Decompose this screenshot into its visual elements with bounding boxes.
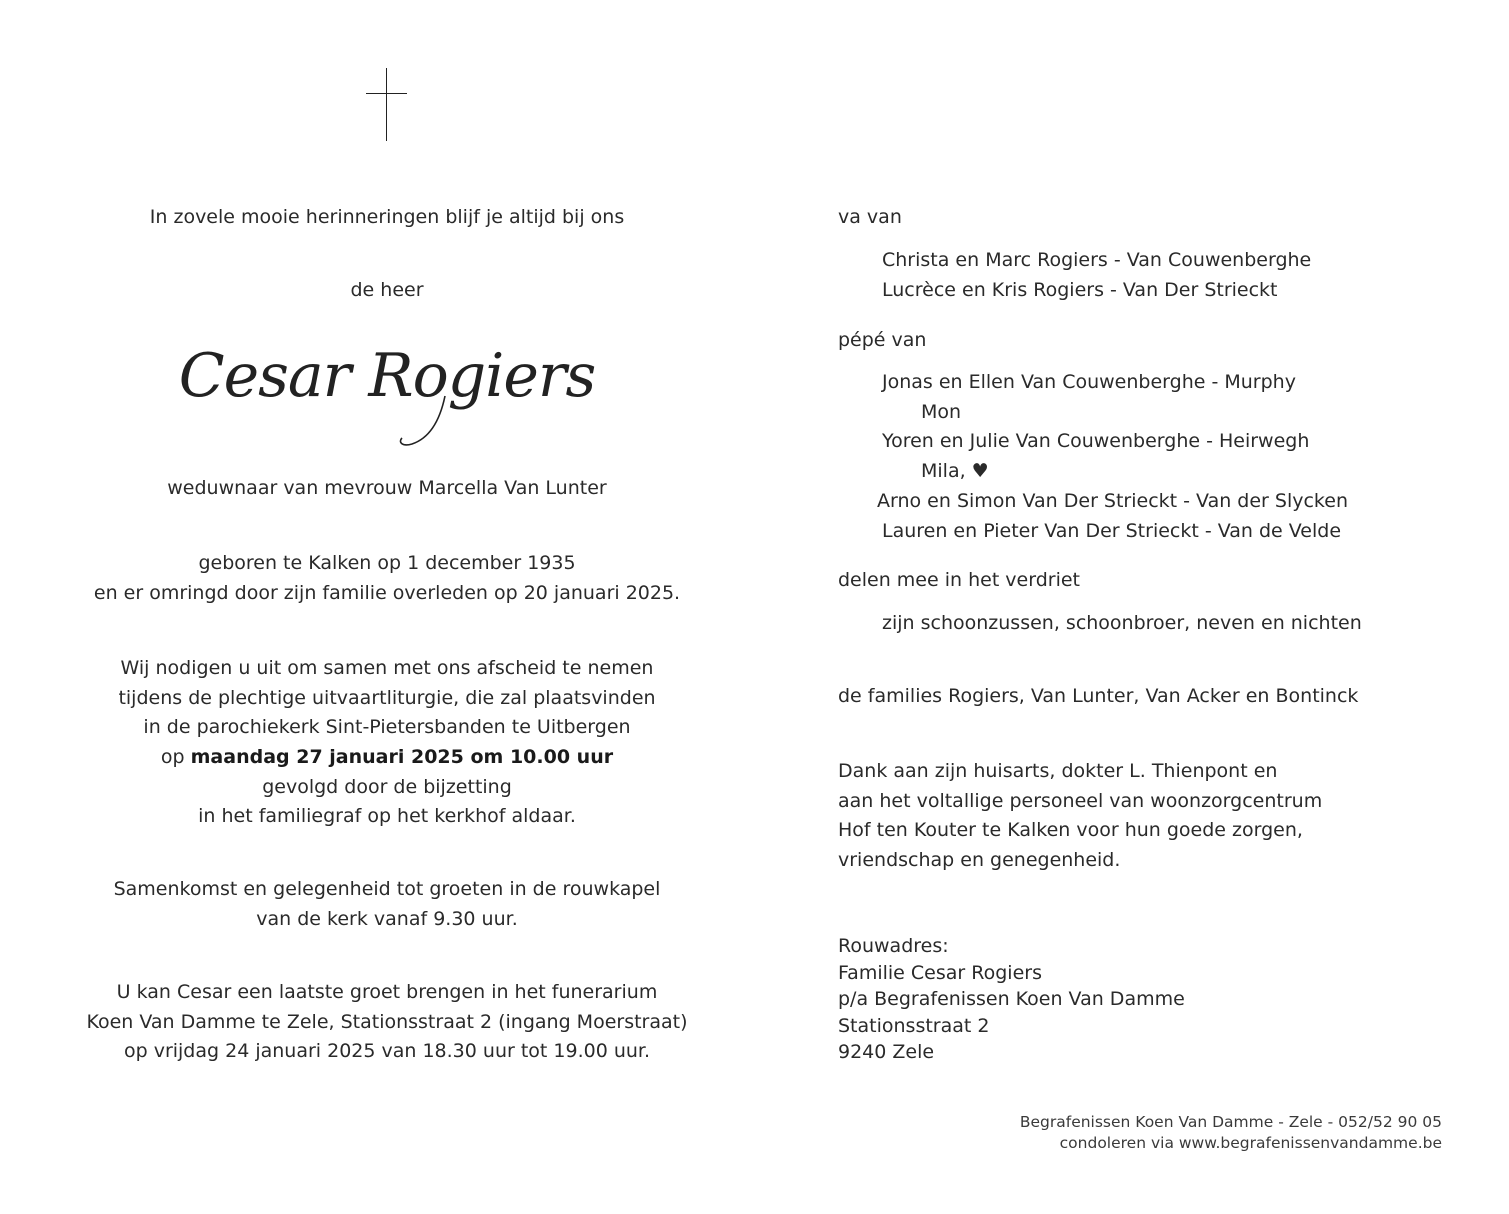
- funeral-date-line: op maandag 27 januari 2025 om 10.00 uur: [160, 746, 614, 769]
- thanks-line-1: Dank aan zijn huisarts, dokter L. Thienpont en: [838, 760, 1278, 782]
- share-label: delen mee in het verdriet: [838, 569, 1081, 591]
- grandfather-label: pépé van: [838, 329, 927, 351]
- deceased-name: Cesar Rogiers: [178, 341, 596, 411]
- grandchild-3: Arno en Simon Van Der Strieckt - Van der Slycken: [877, 490, 1348, 512]
- thanks-line-2: aan het voltallige personeel van woonzorgcentrum: [838, 790, 1323, 812]
- child-1: Christa en Marc Rogiers - Van Couwenberghe: [882, 249, 1312, 271]
- honorific: de heer: [350, 279, 424, 301]
- birth-death-block: [40, 549, 734, 608]
- inlaws-text: zijn schoonzussen, schoonbroer, neven en nichten: [882, 612, 1362, 634]
- thanks-line-3: Hof ten Kouter te Kalken voor hun goede zorgen,: [838, 819, 1303, 841]
- child-2: Lucrèce en Kris Rogiers - Van Der Strieckt: [882, 279, 1278, 301]
- mourning-address: Rouwadres: Familie Cesar Rogiers p/a Begrafenissen Koen Van Damme Stationsstraat 2 9240 Zele: [838, 935, 1185, 1063]
- great-grandchild-1: Mon: [921, 401, 962, 423]
- grandchild-1: Jonas en Ellen Van Couwenberghe - Murphy: [882, 371, 1296, 393]
- great-grandchild-2: Mila, ♥: [921, 460, 989, 482]
- intro-text: In zovele mooie herinneringen blijf je altijd bij ons: [149, 206, 625, 228]
- families-text: de families Rogiers, Van Lunter, Van Acker en Bontinck: [838, 685, 1359, 707]
- grandchild-2: Yoren en Julie Van Couwenberghe - Heirwegh: [882, 430, 1310, 452]
- funeral-home-contact: Begrafenissen Koen Van Damme - Zele - 052/52 90 05: [1019, 1113, 1442, 1131]
- visit-block: U kan Cesar een laatste groet brengen in het funerarium Koen Van Damme te Zele, Stationsstraat 2 (ingang Moerstraat) op vrijdag 24 januari 2025 van 18.30 uur tot 19.00 uur.: [86, 981, 688, 1063]
- father-label: va van: [838, 206, 902, 228]
- birth-line: geboren te Kalken op 1 december 1935: [198, 552, 576, 574]
- thanks-line-4: vriendschap en genegenheid.: [838, 849, 1121, 871]
- gathering-block: Samenkomst en gelegenheid tot groeten in de rouwkapel van de kerk vanaf 9.30 uur.: [113, 878, 661, 930]
- widower-text: weduwnaar van mevrouw Marcella Van Lunter: [167, 477, 607, 499]
- funeral-date: maandag 27 januari 2025 om 10.00 uur: [190, 746, 614, 769]
- invitation-block: Wij nodigen u uit om samen met ons afscheid te nemen tijdens de plechtige uitvaartliturgie, die zal plaatsvinden in de parochiekerk Sint-Pietersbanden te Uitbergen op maandag 27 januari 2025 om 10.00 uur gevolgd door de bijzetting in het familiegraf op het kerkhof aldaar.: [40, 654, 734, 832]
- death-line: en er omringd door zijn familie overleden op 20 januari 2025.: [93, 581, 681, 604]
- name-flourish: [390, 390, 460, 454]
- grandchild-4: Lauren en Pieter Van Der Strieckt - Van de Velde: [882, 520, 1342, 542]
- condolence-link[interactable]: condoleren via www.begrafenissenvandamme.be: [1059, 1133, 1442, 1152]
- funeral-home-footer: [1020, 1112, 1442, 1153]
